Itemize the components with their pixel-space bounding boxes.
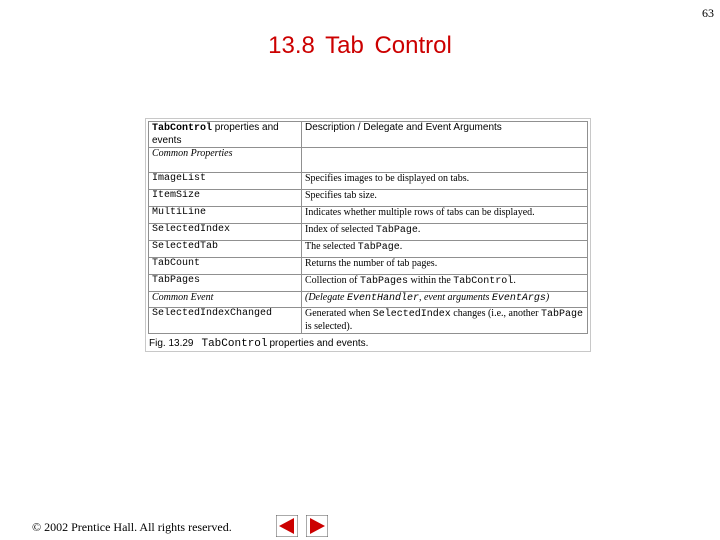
property-desc (302, 241, 588, 258)
desc-text: Generated when (305, 308, 373, 319)
arrow-right-icon (306, 515, 328, 537)
code-term: TabPage (375, 225, 418, 236)
desc-text: Indicates whether multiple rows of tabs can be displayed. (305, 207, 535, 218)
code-term: EventHandler (346, 293, 419, 304)
code-term: TabPage (541, 309, 584, 320)
desc-text: Returns the number of tab pages. (305, 258, 438, 269)
table-header-row (149, 122, 588, 148)
desc-text: Specifies images to be displayed on tabs. (305, 173, 470, 184)
code-term: TabPage (357, 242, 400, 253)
desc-text: Index of selected (305, 224, 376, 235)
table-row (149, 258, 588, 275)
section-label: Common Properties (149, 148, 302, 173)
property-desc (302, 173, 588, 190)
prev-slide-button[interactable] (276, 515, 298, 537)
desc-text: . (513, 275, 516, 286)
caption-code: TabControl (201, 338, 268, 350)
section-row-event (149, 292, 588, 308)
property-desc (302, 207, 588, 224)
header-cell-description: Description / Delegate and Event Arguments (302, 122, 588, 148)
table-row (149, 190, 588, 207)
desc-text: within the (408, 275, 454, 286)
property-name: MultiLine (149, 207, 302, 224)
properties-table (148, 121, 588, 334)
next-slide-button[interactable] (306, 515, 328, 537)
code-term: SelectedIndex (372, 309, 451, 320)
property-name: ItemSize (149, 190, 302, 207)
code-term: TabControl (453, 276, 514, 287)
header-cell-properties: TabControl properties and events (149, 122, 302, 148)
desc-text: . (399, 241, 403, 252)
desc-text: changes (i.e., another (450, 308, 542, 319)
slide-title: 13.8 Tab Control (268, 32, 452, 59)
code-term: TabPages (360, 276, 409, 287)
caption-text: properties and events. (269, 338, 369, 349)
property-name: TabCount (149, 258, 302, 275)
section-label: Common Event (149, 292, 302, 308)
figure-panel (145, 118, 591, 352)
copyright-footer: © 2002 Prentice Hall. All rights reserved. (32, 520, 232, 534)
property-name: SelectedIndexChanged (149, 308, 302, 334)
desc-text: (Delegate (305, 292, 347, 303)
table-row (149, 207, 588, 224)
desc-text: , event arguments (418, 292, 492, 303)
arrow-left-icon (276, 515, 298, 537)
figure-caption (149, 338, 368, 350)
desc-text: ) (545, 292, 550, 303)
section-row-properties (149, 148, 588, 173)
desc-text: . (417, 224, 421, 235)
desc-text: Collection of (305, 275, 360, 286)
property-desc (302, 275, 588, 292)
code-term: EventArgs (491, 293, 546, 304)
table-row (149, 241, 588, 258)
property-name: SelectedTab (149, 241, 302, 258)
property-desc (302, 258, 588, 275)
desc-text: Specifies tab size. (305, 190, 377, 201)
desc-text: is selected). (305, 321, 353, 332)
property-desc (302, 190, 588, 207)
table-row (149, 275, 588, 292)
desc-text: The selected (305, 241, 358, 252)
table-row (149, 224, 588, 241)
table-row (149, 173, 588, 190)
caption-fig-number: Fig. 13.29 (149, 338, 194, 349)
table-row (149, 308, 588, 334)
section-desc (302, 292, 588, 308)
property-desc (302, 308, 588, 334)
property-name: SelectedIndex (149, 224, 302, 241)
property-name: ImageList (149, 173, 302, 190)
property-name: TabPages (149, 275, 302, 292)
page-number: 63 (702, 6, 714, 20)
property-desc (302, 224, 588, 241)
